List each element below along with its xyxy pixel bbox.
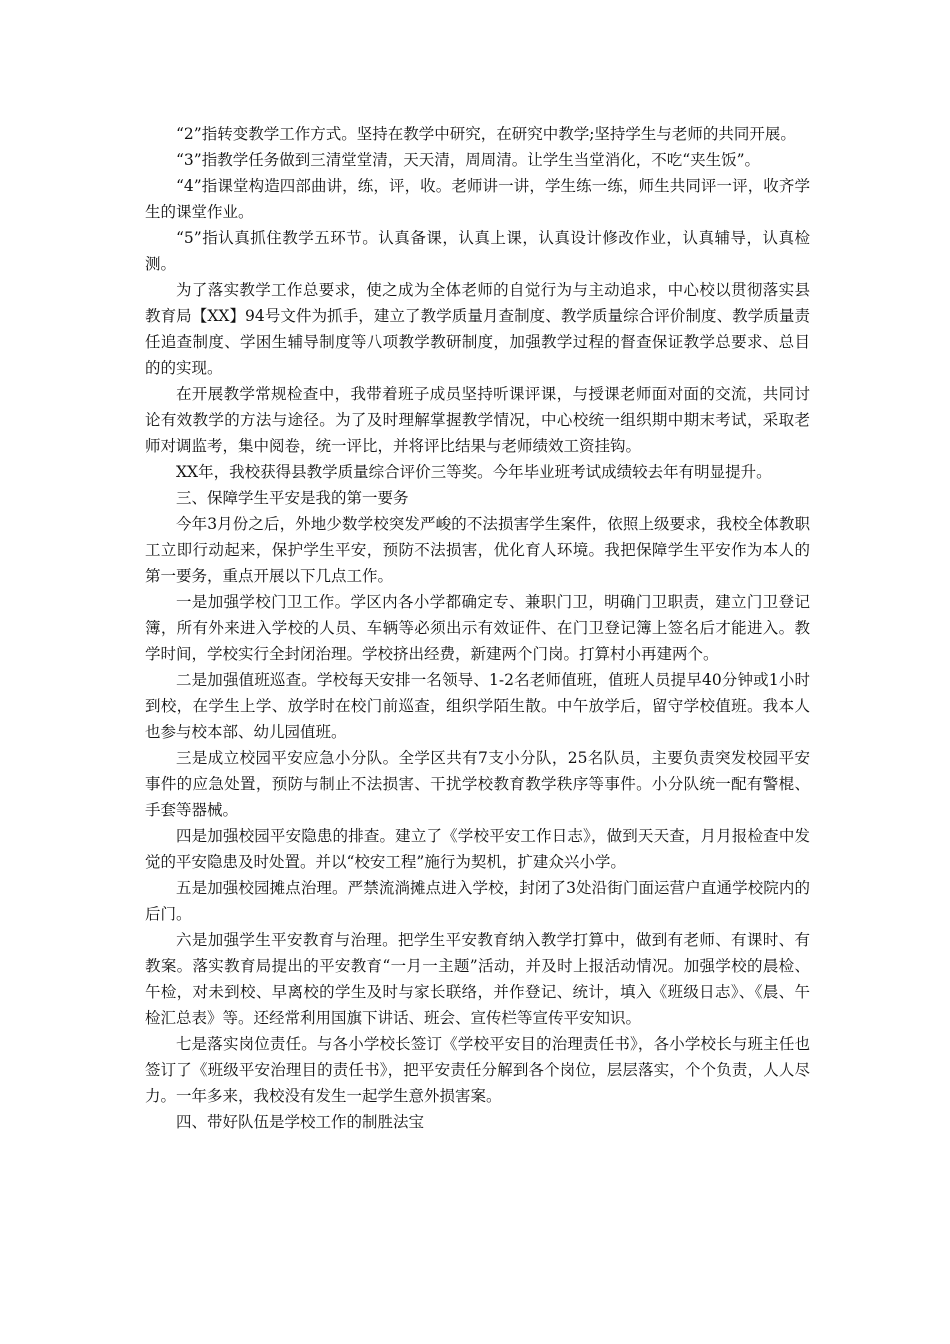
paragraph-point-2: “2”指转变教学工作方式。坚持在教学中研究，在研究中教学;坚持学生与老师的共同开展。 (176, 125, 796, 143)
paragraph-point-3: “3”指教学任务做到三清堂堂清，天天清，周周清。让学生当堂消化，不吃“夹生饭”。 (176, 151, 761, 169)
paragraph-teaching-inspection: 在开展教学常规检查中，我带着班子成员坚持听课评课，与授课老师面对面的交流，共同讨论有效教学的方法与途径。为了及时理解掌握教学情况，中心校统一组织期中期末考试，采取老师对调监考，集中阅卷，统一评比，并将评比结果与老师绩效工资挂钩。 (145, 385, 810, 455)
paragraph-teaching-system: 为了落实教学工作总要求，使之成为全体老师的自觉行为与主动追求，中心校以贯彻落实县教育局【XX】94号文件为抓手，建立了教学质量月查制度、教学质量综合评价制度、教学质量责任追查制度、学困生辅导制度等八项教学教研制度，加强教学过程的督查保证教学总要求、总目的的实现。 (145, 281, 810, 377)
paragraph-safety-2: 二是加强值班巡查。学校每天安排一名领导、1-2名老师值班，值班人员提早40分钟或1小时到校，在学生上学、放学时在校门前巡查，组织学陌生散。中午放学后，留守学校值班。我本人也参与校本部、幼儿园值班。 (145, 671, 810, 741)
section-heading-safety: 三、保障学生平安是我的第一要务 (176, 489, 409, 507)
paragraph-point-5: “5”指认真抓住教学五环节。认真备课，认真上课，认真设计修改作业，认真辅导，认真检测。 (145, 229, 810, 273)
paragraph-award: XX年，我校获得县教学质量综合评价三等奖。今年毕业班考试成绩较去年有明显提升。 (176, 463, 772, 481)
paragraph-safety-6: 六是加强学生平安教育与治理。把学生平安教育纳入教学打算中，做到有老师、有课时、有教案。落实教育局提出的平安教育“一月一主题”活动，并及时上报活动情况。加强学校的晨检、午检，对未到校、早离校的学生及时与家长联络，并作登记、统计，填入《班级日志》、《晨、午检汇总表》等。还经常利用国旗下讲话、班会、宣传栏等宣传平安知识。 (145, 931, 810, 1027)
paragraph-safety-5: 五是加强校园摊点治理。严禁流淌摊点进入学校，封闭了3处沿街门面运营户直通学校院内的后门。 (145, 879, 810, 923)
paragraph-point-4: “4”指课堂构造四部曲讲，练，评，收。老师讲一讲，学生练一练，师生共同评一评，收齐学生的课堂作业。 (145, 177, 810, 221)
paragraph-safety-4: 四是加强校园平安隐患的排查。建立了《学校平安工作日志》，做到天天查，月月报检查中发觉的平安隐患及时处置。并以“校安工程”施行为契机，扩建众兴小学。 (145, 827, 810, 871)
section-heading-team: 四、带好队伍是学校工作的制胜法宝 (176, 1113, 425, 1131)
paragraph-safety-intro: 今年3月份之后，外地少数学校突发严峻的不法损害学生案件，依照上级要求，我校全体教职工立即行动起来，保护学生平安，预防不法损害，优化育人环境。我把保障学生平安作为本人的第一要务，重点开展以下几点工作。 (145, 515, 810, 585)
paragraph-safety-3: 三是成立校园平安应急小分队。全学区共有7支小分队，25名队员，主要负责突发校园平安事件的应急处置，预防与制止不法损害、干扰学校教育教学秩序等事件。小分队统一配有警棍、手套等器械。 (145, 749, 810, 819)
document-body (145, 121, 810, 1135)
paragraph-safety-7: 七是落实岗位责任。与各小学校长签订《学校平安目的治理责任书》，各小学校长与班主任也签订了《班级平安治理目的责任书》，把平安责任分解到各个岗位，层层落实，个个负责，人人尽力。一年多来，我校没有发生一起学生意外损害案。 (145, 1035, 810, 1105)
paragraph-safety-1: 一是加强学校门卫工作。学区内各小学都确定专、兼职门卫，明确门卫职责，建立门卫登记簿，所有外来进入学校的人员、车辆等必须出示有效证件、在门卫登记簿上签名后才能进入。教学时间，学校实行全封闭治理。学校挤出经费，新建两个门岗。打算村小再建两个。 (145, 593, 810, 663)
